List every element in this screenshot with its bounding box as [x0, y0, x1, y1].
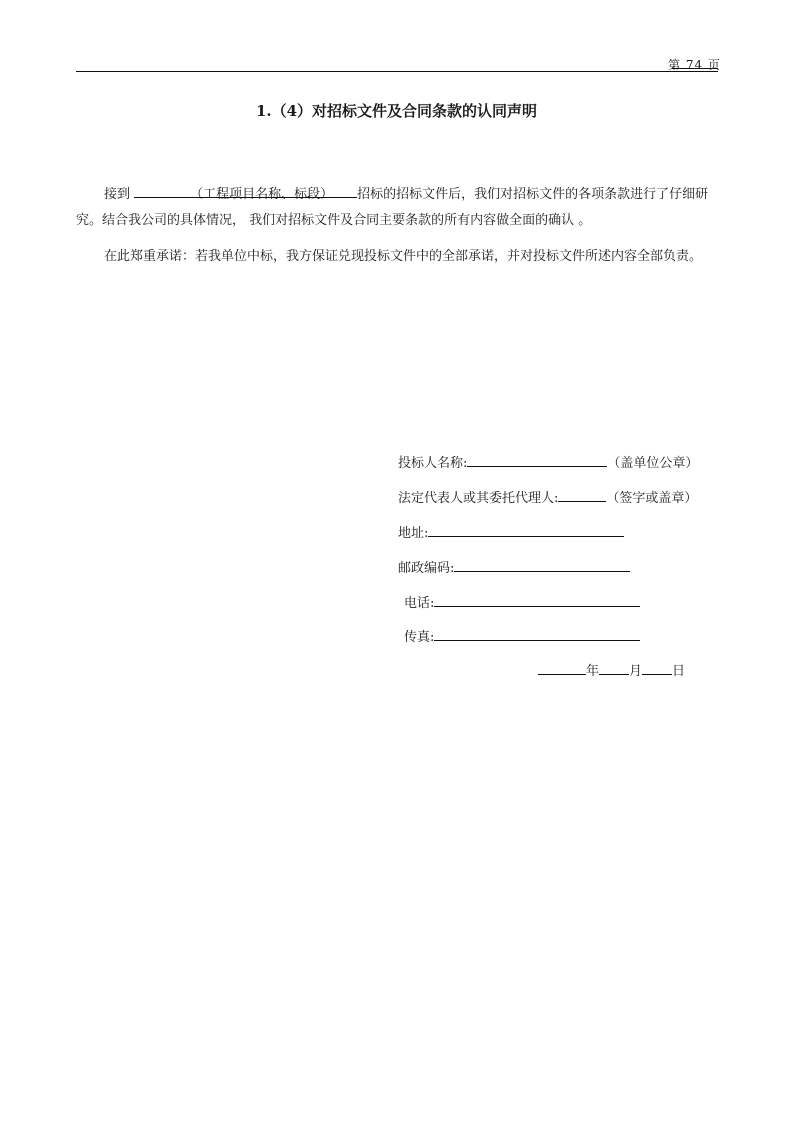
representative-label: 法定代表人或其委托代理人: [398, 491, 559, 506]
commitment-text: 在此郑重承诺：若我单位中标，我方保证兑现投标文件中的全部承诺，并对投标文件所述内容全部负责。 [104, 249, 703, 264]
year-label: 年 [586, 664, 600, 679]
paragraph-acknowledgement [76, 182, 716, 234]
month-field[interactable] [599, 660, 629, 675]
address-row [398, 522, 624, 541]
project-name-blank[interactable] [134, 182, 357, 202]
postcode-label: 邮政编码: [398, 561, 455, 576]
address-field[interactable] [428, 522, 624, 537]
representative-note: （签字或盖章） [606, 491, 698, 506]
address-label: 地址: [398, 526, 429, 541]
month-label: 月 [629, 664, 643, 679]
bidder-name-field[interactable] [467, 452, 607, 467]
paragraph-suffix: 招标的招标文件后，我们对招标文件的各项条款进行了仔细研究。结合我公司的具体情况， 我们对招标文件及合同主要条款的所有内容做全面的确认 。 [76, 187, 709, 228]
fax-label: 传真: [404, 630, 435, 645]
bidder-name-row [398, 452, 698, 471]
fax-field[interactable] [434, 626, 640, 641]
paragraph-prefix: 接到 [104, 187, 131, 202]
date-row [538, 660, 685, 679]
fax-row [404, 626, 640, 645]
phone-row [404, 592, 640, 611]
paragraph-commitment [76, 244, 716, 270]
year-field[interactable] [538, 660, 586, 675]
project-name-hint: （工程项目名称、标段） [190, 187, 334, 202]
phone-field[interactable] [434, 592, 640, 607]
postcode-row [398, 557, 630, 576]
representative-row [398, 487, 697, 506]
bidder-seal-note: （盖单位公章） [607, 456, 699, 471]
phone-label: 电话: [404, 596, 435, 611]
header-rule [76, 71, 718, 72]
representative-field[interactable] [558, 487, 606, 502]
page-title: 1.（4）对招标文件及合同条款的认同声明 [255, 102, 538, 120]
postcode-field[interactable] [454, 557, 630, 572]
header-rule-short [672, 68, 718, 69]
day-field[interactable] [642, 660, 672, 675]
bidder-name-label: 投标人名称: [398, 456, 468, 471]
page-number: 第 74 页 [668, 58, 721, 72]
day-label: 日 [672, 664, 686, 679]
